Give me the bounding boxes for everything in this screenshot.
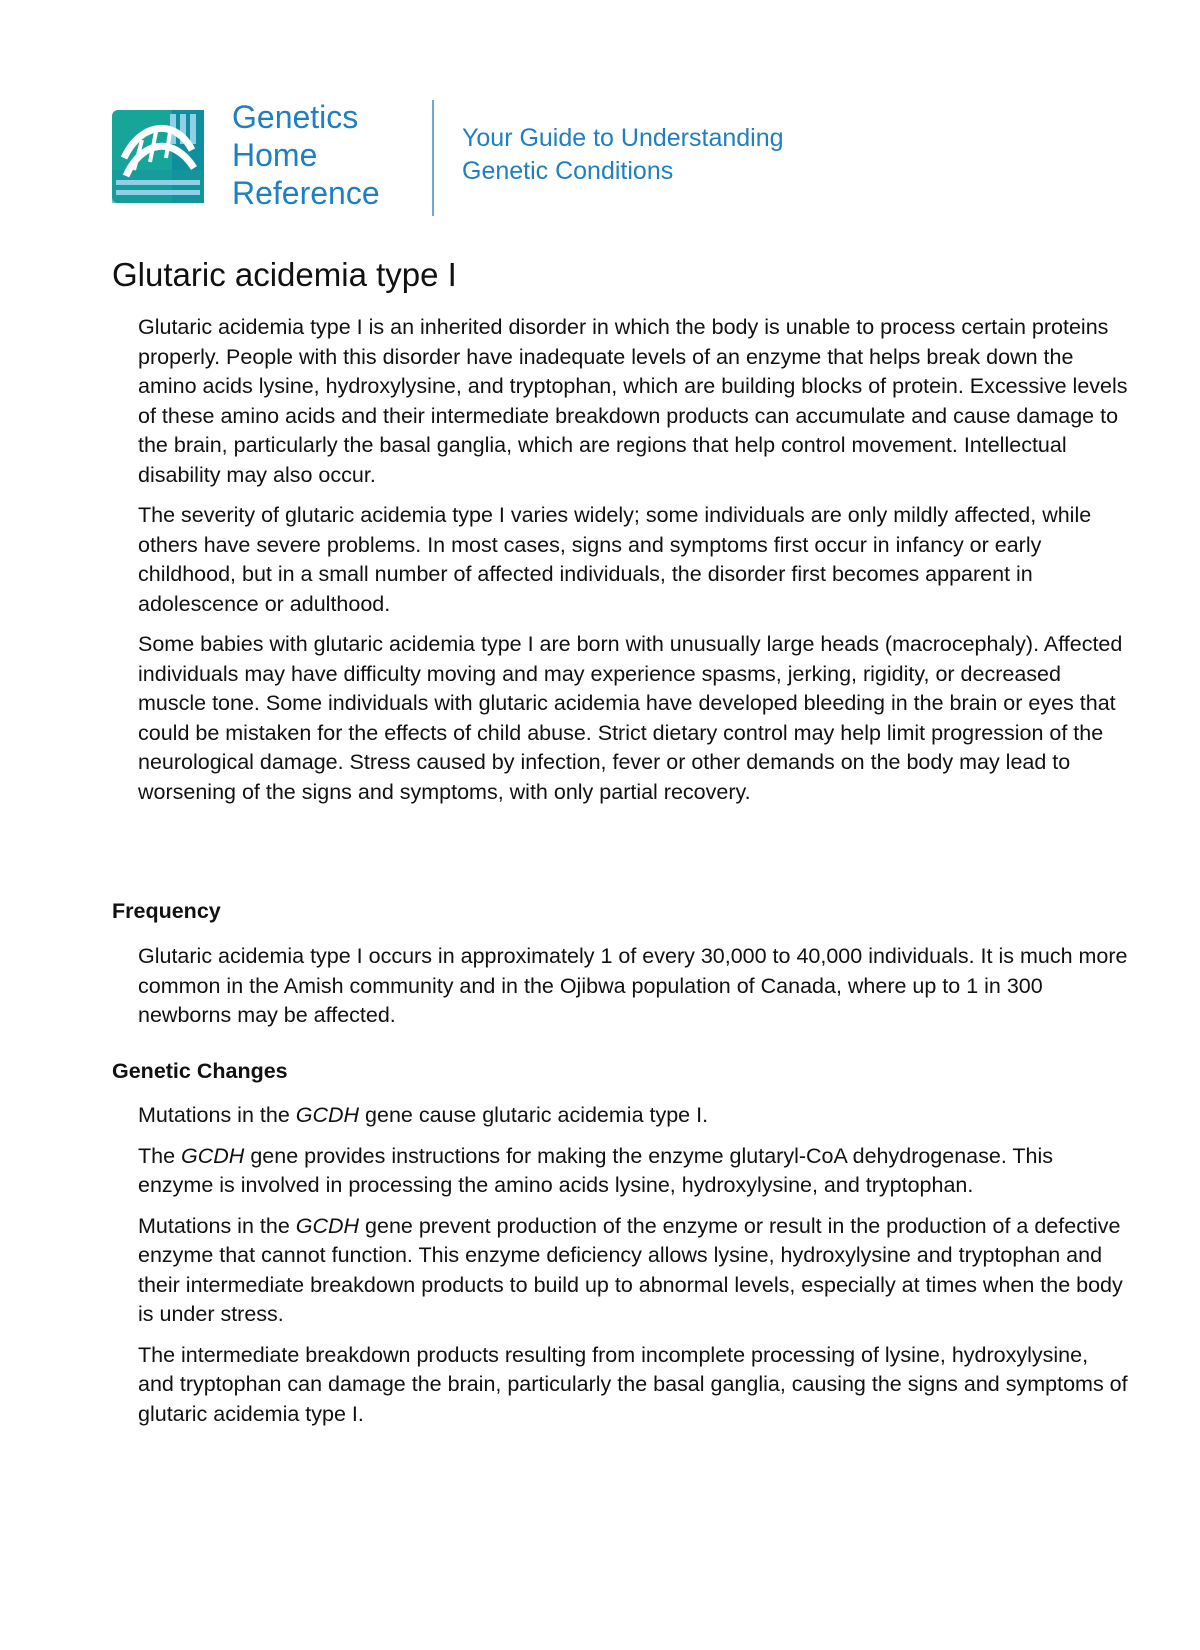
brand-line-1: Genetics — [232, 99, 359, 135]
p3-pre: Mutations in the — [138, 1213, 296, 1238]
genetic-paragraph-1 — [138, 1101, 1128, 1131]
frequency-heading: Frequency — [112, 899, 221, 923]
brand-name — [232, 98, 380, 212]
genetic-changes-heading: Genetic Changes — [112, 1059, 288, 1083]
gene-name: GCDH — [181, 1143, 245, 1168]
genetic-paragraph-2 — [138, 1142, 1128, 1201]
frequency-section — [138, 942, 1128, 1042]
intro-paragraph-2: The severity of glutaric acidemia type I varies widely; some individuals are only mildly affected, while others have severe problems. In most cases, signs and symptoms first occur in infancy or early childhood, but in a small number of affected individuals, the disorder first becomes apparent in adolescence or adulthood. — [138, 503, 1092, 616]
p2-pre: The — [138, 1143, 182, 1168]
gene-name: GCDH — [295, 1213, 360, 1238]
intro-section — [138, 313, 1128, 818]
p2-post: gene provides instructions for making the enzyme glutaryl-CoA dehydrogenase. This enzyme is involved in processing the amino acids lysine, hydroxylysine, and tryptophan. — [138, 1143, 1054, 1197]
frequency-paragraph: Glutaric acidemia type I occurs in approximately 1 of every 30,000 to 40,000 individuals. It is much more common in the Amish community and in the Ojibwa population of Canada, where up to 1 in 300 newborns may be affected. — [138, 944, 1128, 1027]
genetic-paragraph-4: The intermediate breakdown products resulting from incomplete processing of lysine, hydroxylysine, and tryptophan can damage the brain, particularly the basal ganglia, causing the signs and symptoms of glutaric acidemia type I. — [138, 1342, 1128, 1426]
p1-pre: Mutations in the — [138, 1103, 296, 1127]
intro-paragraph-3: Some babies with glutaric acidemia type I are born with unusually large heads (macrocephaly). Affected individuals may have difficulty moving and may experience spasms, jerking, rigidity, or decreased muscle tone. Some individuals with glutaric acidemia have developed bleeding in the brain or eyes that could be mistaken for the effects of child abuse. Strict dietary control may help limit progression of the neurological damage. Stress caused by infection, fever or other demands on the body may lead to worsening of the signs and symptoms, with only partial recovery. — [138, 632, 1123, 804]
dna-helix-logo-icon — [112, 110, 204, 203]
intro-paragraph-1: Glutaric acidemia type I is an inherited disorder in which the body is unable to process certain proteins properly. People with this disorder have inadequate levels of an enzyme that helps break down the amino acids lysine, hydroxylysine, and tryptophan, which are building blocks of protein. Excessive levels of these amino acids and their intermediate breakdown products can accumulate and cause damage to the brain, particularly the basal ganglia, which are regions that help control movement. Intellectual disability may also occur. — [138, 315, 1128, 487]
genetic-changes-section — [138, 1101, 1128, 1440]
p1-post: gene cause glutaric acidemia type I. — [359, 1103, 709, 1127]
brand-line-2: Home — [232, 137, 318, 173]
tagline-line-2: Genetic Conditions — [462, 157, 674, 185]
page-title: Glutaric acidemia type I — [112, 256, 457, 293]
p3-post: gene prevent production of the enzyme or result in the production of a defective enzyme that cannot function. This enzyme deficiency allows lysine, hydroxylysine and tryptophan and their intermediate breakdown products to build up to abnormal levels, especially at times when the body is under stress. — [138, 1213, 1123, 1326]
genetic-paragraph-3 — [138, 1212, 1128, 1330]
brand-line-3: Reference — [232, 175, 380, 211]
header-divider — [432, 100, 434, 216]
page-header — [112, 98, 1112, 223]
tagline-line-1: Your Guide to Understanding — [462, 124, 784, 152]
tagline — [462, 122, 784, 188]
gene-name: GCDH — [295, 1103, 360, 1127]
